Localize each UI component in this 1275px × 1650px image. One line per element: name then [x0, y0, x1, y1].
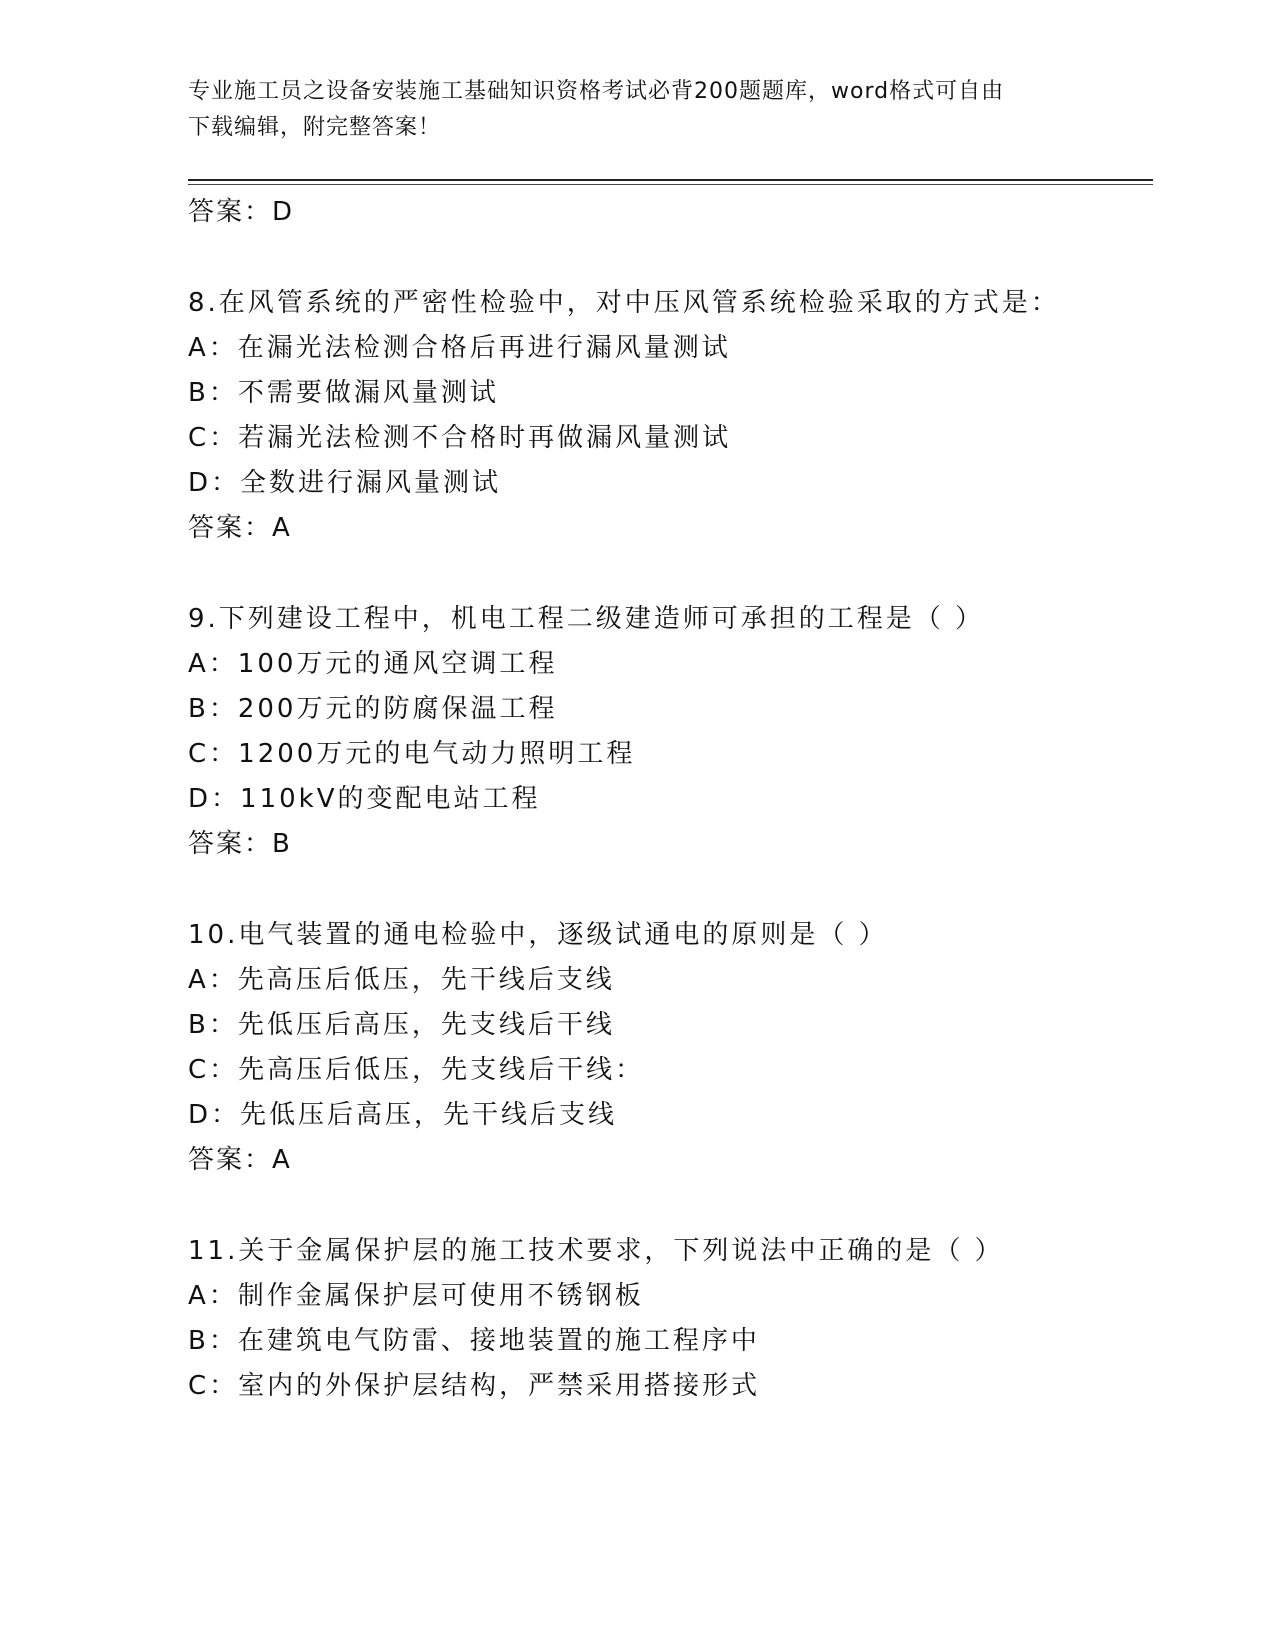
header-divider-thick [188, 179, 1153, 181]
question-block [188, 913, 1148, 1182]
spacer [188, 1182, 1148, 1229]
option-a: A：制作金属保护层可使用不锈钢板 [188, 1281, 644, 1311]
question-list [188, 190, 1148, 1409]
answer-line: 答案：D [188, 197, 295, 227]
option-b: B：先低压后高压，先支线后干线 [188, 1010, 615, 1040]
question-text: 11.关于金属保护层的施工技术要求，下列说法中正确的是（ ） [188, 1236, 1004, 1266]
option-c: C：先高压后低压，先支线后干线： [188, 1055, 645, 1085]
option-a: A：在漏光法检测合格后再进行漏风量测试 [188, 333, 731, 363]
answer-line: 答案：A [188, 513, 292, 543]
answer-line: 答案：B [188, 829, 292, 859]
question-block [188, 281, 1148, 550]
option-a: A：100万元的通风空调工程 [188, 649, 558, 679]
option-a: A：先高压后低压，先干线后支线 [188, 965, 615, 995]
question-block [188, 597, 1148, 866]
question-text: 8.在风管系统的严密性检验中，对中压风管系统检验采取的方式是： [188, 288, 1060, 318]
option-c: C：室内的外保护层结构，严禁采用搭接形式 [188, 1371, 761, 1401]
header-line-2: 下载编辑，附完整答案！ [188, 115, 442, 140]
document-header [188, 74, 1068, 146]
option-b: B：200万元的防腐保温工程 [188, 694, 558, 724]
spacer [188, 234, 1148, 281]
option-b: B：不需要做漏风量测试 [188, 378, 499, 408]
question-text: 9.下列建设工程中，机电工程二级建造师可承担的工程是（ ） [188, 604, 985, 634]
spacer [188, 550, 1148, 597]
question-text: 10.电气装置的通电检验中，逐级试通电的原则是（ ） [188, 920, 888, 950]
option-b: B：在建筑电气防雷、接地装置的施工程序中 [188, 1326, 760, 1356]
option-d: D：110kV的变配电站工程 [188, 784, 541, 814]
option-d: D：先低压后高压，先干线后支线 [188, 1100, 618, 1130]
header-line-1: 专业施工员之设备安装施工基础知识资格考试必背200题题库，word格式可自由 [188, 79, 1005, 104]
option-c: C：1200万元的电气动力照明工程 [188, 739, 636, 769]
header-divider-thin [188, 184, 1153, 185]
spacer [188, 866, 1148, 913]
answer-line: 答案：A [188, 1145, 292, 1175]
option-d: D：全数进行漏风量测试 [188, 468, 502, 498]
option-c: C：若漏光法检测不合格时再做漏风量测试 [188, 423, 732, 453]
question-block [188, 1229, 1148, 1409]
